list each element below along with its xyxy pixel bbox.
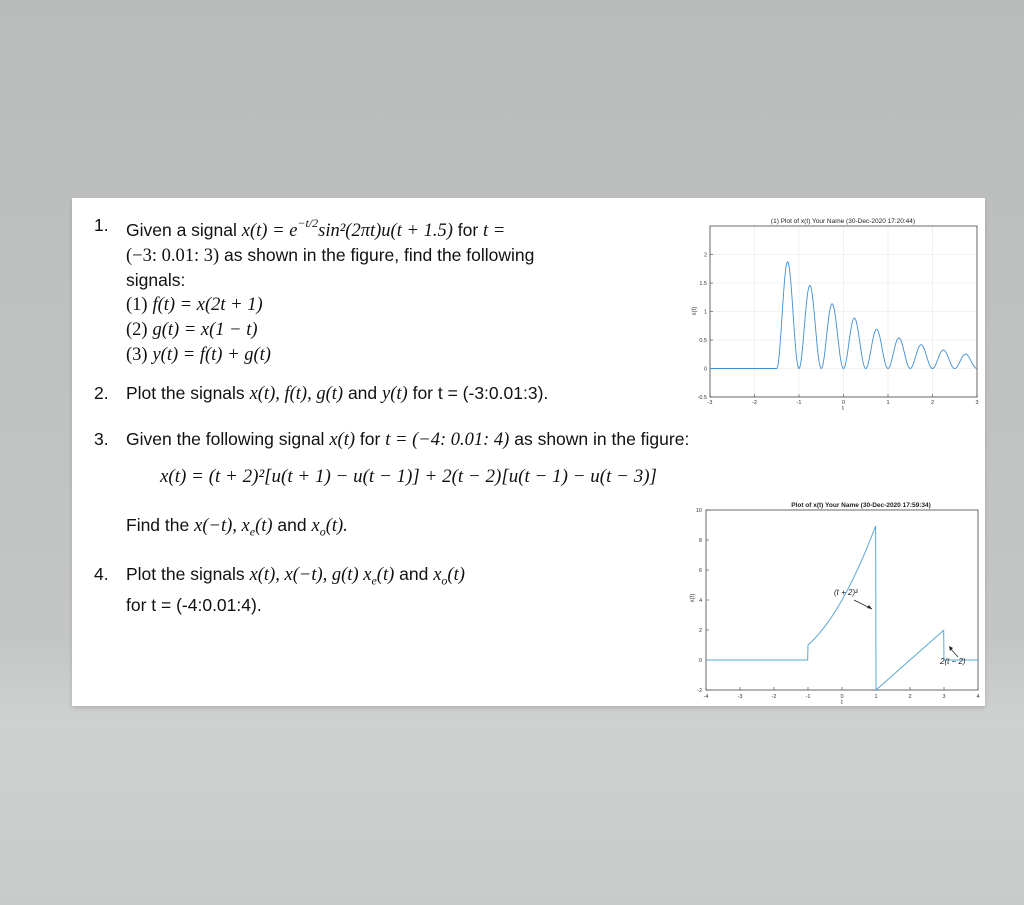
document-page: 1. Given a signal $x(t) = e^{-t/2}\sin^2(2\pi t)u(t + 1.5)$ for t = (−3: 0.01: 3) as shown in the figure, find the following signals: (1) f(t) = x(2t + 1) (2) g(t) = x(1 − t) (3) y(t) = f(t) + g(t) 2. Plot the signals x(t), f(t), g(t) and y(t) for t = (-3:0.01:3). 3. Given the following signal x(t) for t = (−4: 0.01: 4) as shown in the figure: x(t) = (t + 2)²[u(t + 1) − u(t − 1)] + 2(t − 2)[u(t − 1) − u(t − 3)] Find the x(−t), $x_e(t)$ and $x_o(t)$. 4. Plot the signals x(t), x(−t), g(t) $x_e(t)$ and $x_o(t)$ for t = (-4:0.01:4). (1) Plot of x(t) Your Name (30-Dec-2020 17:20:44) -0.5 0 0.5 1 1.5 2 -3 -2 -1 0 1 2 3 x(t) t Plot of x(t) Your Name (30-Dec-2020 17:59:34) -2 0 2 4 6 8 10 -4 -3 -2 -1 0 1 2 3 4 x(t) t (t + 2)² 2(t − 2)	[72, 198, 985, 706]
y-tick-label: 10	[695, 508, 702, 514]
y-tick-label: -0.5	[697, 395, 707, 401]
x-axis-label: t	[841, 700, 843, 706]
x-tick-label: 0	[840, 694, 844, 700]
y-axis-label: x(t)	[690, 593, 696, 603]
x-tick-label: -1	[805, 694, 811, 700]
q1-range: (−3: 0.01: 3)	[126, 245, 220, 266]
x-tick-label: 0	[841, 400, 846, 406]
x-tick-label: 4	[976, 694, 980, 700]
x-tick-label: -4	[703, 694, 709, 700]
x-tick-label: 2	[930, 400, 935, 406]
y-tick-label: 2	[703, 252, 707, 259]
question-number: 2.	[94, 383, 109, 403]
y-tick-label: 6	[698, 568, 702, 574]
x-tick-label: -3	[737, 694, 743, 700]
annotation-quadratic: (t + 2)²	[834, 588, 858, 597]
y-tick-label: 1	[703, 309, 707, 316]
x-tick-label: -2	[771, 694, 777, 700]
question-number: 1.	[94, 215, 109, 235]
y-axis-label: x(t)	[692, 306, 698, 316]
plot-x-t-piecewise	[684, 498, 984, 708]
chart-title: Plot of x(t) Your Name (30-Dec-2020 17:59:34)	[791, 502, 931, 509]
q1-item: (3) y(t) = f(t) + g(t)	[126, 344, 271, 365]
q1-intro: Given a signal	[126, 219, 237, 240]
series-line-x-t	[706, 526, 978, 690]
x-tick-label: -3	[707, 400, 713, 406]
x-tick-label: 3	[942, 694, 946, 700]
y-tick-label: 8	[698, 538, 702, 544]
y-tick-label: 0	[698, 658, 702, 664]
annotation-arrowhead-quadratic	[867, 605, 872, 609]
x-tick-label: -1	[796, 400, 802, 406]
x-tick-label: -2	[752, 400, 757, 406]
question-number: 3.	[94, 429, 109, 449]
y-tick-label: 2	[698, 628, 702, 634]
question-number: 4.	[94, 564, 109, 584]
q1-exponent: −t/2	[297, 216, 319, 230]
q1-signal-rhs: sin²(2πt)u(t + 1.5)	[318, 220, 453, 241]
q3-find: Find the x(−t), $x_e(t)$ and $x_o(t)$.	[126, 515, 348, 539]
q1-t-eq: t =	[483, 220, 506, 241]
q1-item: (2) g(t) = x(1 − t)	[126, 319, 258, 340]
x-tick-label: 2	[908, 694, 912, 700]
x-axis-label: t	[842, 406, 844, 412]
x-tick-label: 1	[874, 694, 878, 700]
y-tick-label: -2	[697, 688, 702, 694]
q1-for: for	[457, 219, 479, 240]
y-tick-label: 0	[703, 366, 707, 373]
y-tick-label: 1.5	[699, 281, 707, 287]
y-tick-label: 0.5	[699, 338, 707, 344]
y-tick-label: 4	[698, 598, 702, 604]
annotation-linear: 2(t − 2)	[940, 657, 966, 666]
x-tick-label: 3	[975, 400, 979, 406]
chart-title: (1) Plot of x(t) Your Name (30-Dec-2020 17:20:44)	[770, 218, 916, 225]
x-tick-label: 1	[886, 400, 890, 406]
q1-signal-lhs: x(t) = e	[241, 220, 298, 241]
plot-x-t-decaying-sine	[682, 210, 982, 415]
q1-signals-label: signals:	[126, 269, 186, 290]
q1-item: (1) f(t) = x(2t + 1)	[126, 294, 263, 315]
q3-equation: x(t) = (t + 2)²[u(t + 1) − u(t − 1)] + 2(t − 2)[u(t − 1) − u(t − 3)]	[160, 466, 657, 487]
q1-as-shown: as shown in the figure, find the following	[224, 244, 535, 265]
